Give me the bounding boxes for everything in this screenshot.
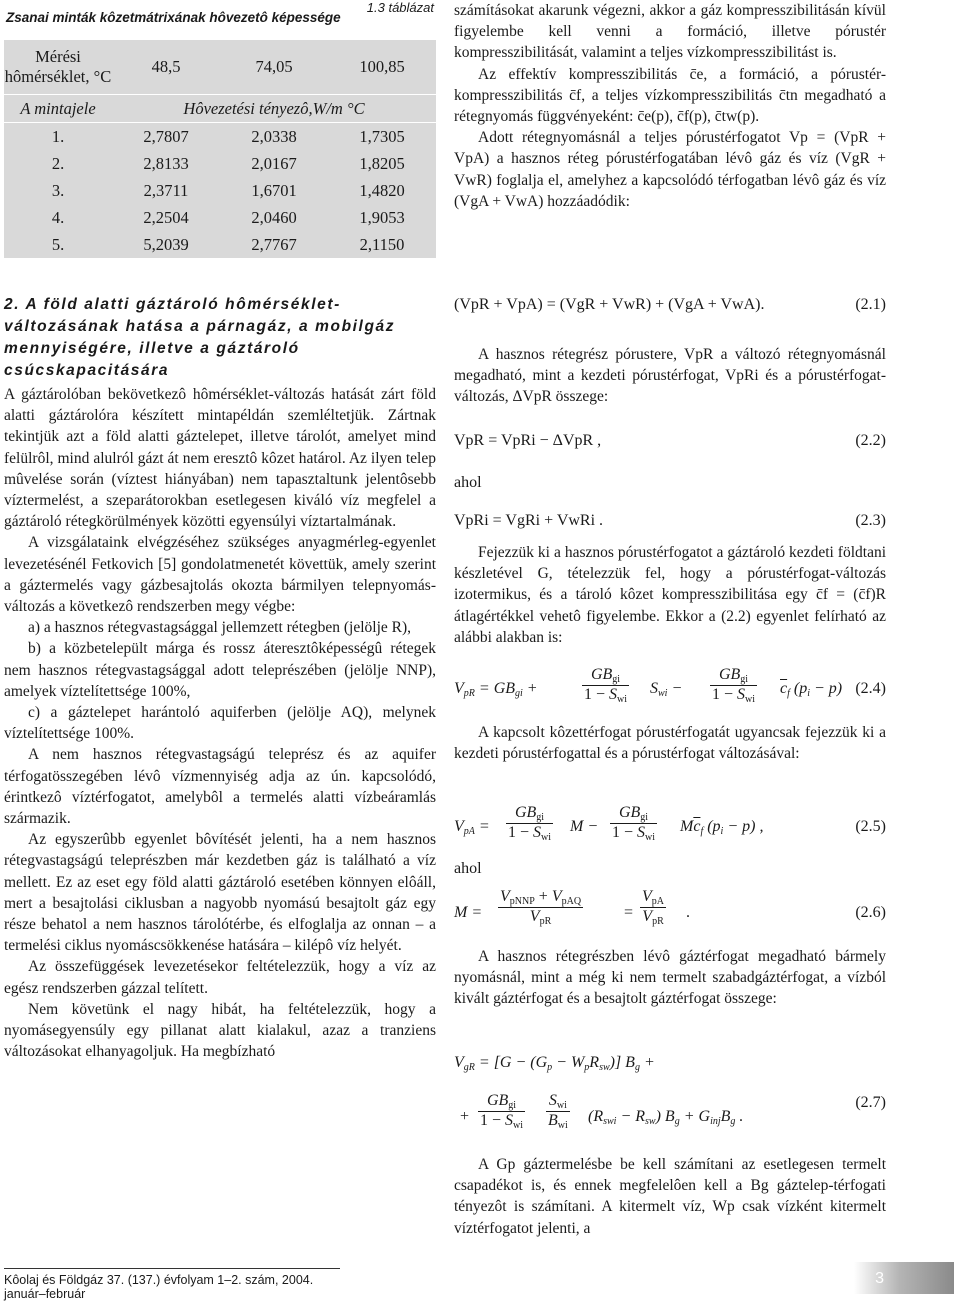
table-cell: 2,7767 [251,234,297,254]
data-table [4,40,436,258]
equation-number: (2.3) [855,512,886,529]
table-cell: 3. [51,180,65,200]
table-cell: 1,6701 [251,180,297,200]
table-cell: 1. [51,126,65,146]
table-row [4,231,436,258]
table-subheader-row [4,95,436,123]
equation-text: VpRi = VgRi + VwRi . [454,512,604,529]
left-body-text [4,384,436,1063]
table-cell: 2,1150 [359,234,405,254]
page-number-box [854,1262,954,1294]
equation-number: (2.5) [855,818,886,835]
equation-number: (2.6) [855,904,886,921]
paragraph: a) a hasznos rétegvastagsággal jellemzett rétegben (jelölje R), [28,619,412,637]
equation-2-7: $V_{gR} = [G - (G_p - W_pR_{sw})] B_g$ + + $GB_{gi}$ $1 - S_{wi}$ $S_{wi}$ $B_{wi}$ $(R_{swi} - R_{sw}) B_g + G_{inj}B_g$ . (2.7) [454,1054,886,1131]
section-heading: 2. A föld alatti gáztároló hômérséklet-változásának hatása a párnagáz, a mobilgáz mennyiségére, illetve a gáztároló csúcskapacitására [4,296,396,379]
table-row [4,123,436,151]
table-subheader-left: A mintajele [20,98,96,118]
equation-2-6: M = $V_{pNNP} + V_{pAQ}$ $V_{pR}$ = $V_{pA}$ $V_{pR}$ . (2.6) [454,888,886,927]
paragraph: A hasznos rétegrész pórustere, VpR a változó rétegnyomásnál megadható, mint a kezdeti pórustérfogat, VpRi és a pórustérfogat-változás, ΔVpR összege: [454,346,886,406]
paragraph: Adott rétegnyomásnál a teljes pórustérfogatot Vp = (VpR + VpA) a hasznos réteg pórustérfogatában lévô gáz és víz (VgR + VwR) foglalja el, amelyhez a kapcsolódó térfogatban lévô gáz és víz (VgA + VwA) hozzáadódik: [454,129,886,210]
table-cell: 2. [51,153,65,173]
equation-2-2 [454,432,886,450]
paragraph: A kapcsolt kôzettérfogat pórustérfogatát ugyancsak fejezzük ki a kezdeti pórustérfogattal és a pórustérfogat változásával: [454,724,886,763]
paragraph: A hasznos rétegrészben lévô gáztérfogat megadható bármely nyomásnál, mint a még ki nem termelt szabadgáztérfogat, a vízból kivált gáztérfogat és a besajtolt gáztérfogat összege: [454,948,886,1008]
paragraph: c) a gáztelepet harántoló aquiferben (jelölje AQ), melynek víztelítettsége 100%. [4,704,436,743]
paragraph: Az egyszerûbb egyenlet bôvítését jelenti, ha a nem hasznos rétegvastagságú teleprészben már kezdetben gáz is található a víz mellett. Ez az eset egy föld alatti gáztároló esetében könnyen elôáll, mert a besajtolási ciklusban a nagyobb nyomású besajtolt gáz egy része behatol a nem hasznos tárolótérbe, és elfoglalja az onnan – a termelési ciklus nyomáscsökkenése hatására – kilépô víz helyét. [4,831,436,955]
table-cell: 2,0338 [251,126,297,146]
table-cell: 2,7807 [143,126,189,146]
paragraph: A vizsgálataink elvégzéséhez szükséges anyagmérleg-egyenlet levezetésénél Fetkovich [5] gondolatmenetét követtük, amely szerint a gáztermelés vagy gázbesajtolás okozta bármilyen telepnyomás-változás a következô rendszerben megy végbe: [4,534,436,616]
ahol-label: ahol [454,860,482,877]
paragraph: számításokat akarunk végezni, akkor a gáz kompresszibilitásán kívül figyelembe kell venni a formáció, illetve pórustér kompresszibilitását, valamint a teljes vízkompresszibilitást is. [454,2,886,62]
equation-text: VpR = VpRi − ΔVpR , [454,432,602,449]
paragraph: A gáztárolóban bekövetkezô hômérséklet-változás hatását zárt föld alatti gáztárolóra készített mintapéldán szemléltetjük. Zártnak tekintjük azt a föld alatti gáztelepet, illetve tárolót, amelyet mind felülrôl, mind alulról gázt át nem eresztô kôzet határol. Az ilyen telep mûvelése során (víztest hiányában) nem tapasztaltunk jelentôsebb víztermelést, a szeparátorokban esetlegesen kiváló víz megfelel a gáztároló rétegkörülmények közötti egyensúlyi víztartalmának. [4,386,436,531]
table-cell: 2,3711 [143,180,189,200]
paragraph: Az összefüggések levezetésekor feltételezzük, hogy a víz az egész rendszerben gázzal telített. [4,958,436,997]
ahol-label: ahol [454,474,482,491]
table-cell: 5,2039 [143,234,189,254]
equation-2-3 [454,512,886,530]
paragraph: Nem követünk el nagy hibát, ha feltételezzük, hogy a nyomásegyensúly egy pillanat alatt kialakul, azaz a tranziens változásokat elhanyagoljuk. Ha megbízható [4,1000,436,1061]
footer: Kôolaj és Földgáz 37. (137.) évfolyam 1–2. szám, 2004. január–február [4,1268,340,1301]
table-caption [4,0,436,25]
equation-2-1 [454,296,886,314]
table-header-cell: 74,05 [255,57,293,76]
equation-number: (2.4) [855,680,886,697]
paragraph: b) a közbetelepült márga és rossz áteresztôképességû rétegek nem hasznos rétegvastagsággal adott teleprészében (jelölje NNP), amelyek víztelítettsége 100%, [4,640,436,700]
table-cell: 2,0167 [251,153,297,173]
table-header-temp-label: Mérési hômérséklet, °C [4,47,112,86]
table-cell: 1,8205 [359,153,405,173]
table-title: Zsanai minták kôzetmátrixának hôvezetô képessége [6,10,341,25]
table-cell: 5. [51,234,65,254]
table-cell: 2,2504 [143,207,189,227]
paragraph: Az effektív kompresszibilitás c̄e, a formáció, a pórustér-kompresszibilitás c̄f, a teljes vízkompresszibilitás c̄tn megadható a rétegnyomás függvényeként: c̄e(p), c̄f(p), c̄tw(p). [454,65,886,126]
table-cell: 4. [51,207,65,227]
table-row [4,204,436,231]
page-number: 3 [875,1270,884,1287]
table-header-cell: 48,5 [151,57,181,76]
table-cell: 2,8133 [143,153,189,173]
equation-2-4: $V_{pR} = GB_{gi}$ + $GB_{gi}$ $1 - S_{wi}$ $S_{wi}$ − $GB_{gi}$ $1 - S_{wi}$ $\overline{c}_f$ $(p_i - p)$ (2.4) [454,666,886,705]
equation-number: (2.2) [855,432,886,449]
right-column [454,0,886,1260]
equation-2-5: $V_{pA}$ = $GB_{gi}$ $1 - S_{wi}$ M − $GB_{gi}$ $1 - S_{wi}$ $M\overline{c}_f$ $(p_i - p)$ , (2.5) [454,804,886,843]
table-row [4,150,436,177]
table-cell: 1,9053 [359,207,405,227]
equation-number: (2.7) [855,1094,886,1111]
equation-text: (VpR + VpA) = (VgR + VwR) + (VgA + VwA). [454,296,765,313]
paragraph: Fejezzük ki a hasznos pórustérfogatot a gáztároló kezdeti földtani készletével G, tételezzük fel, hogy a pórustérfogat-változás izotermikus, és a tároló kôzet kompresszibilitása egy c̄f = (c̄f)R átlagértékkel vehetô figyelembe. Ekkor a (2.2) egyenlet felírható az alábbi alakban is: [454,544,886,646]
table-cell: 1,4820 [359,180,405,200]
table-header-row [4,40,436,95]
table-number: 1.3 táblázat [366,0,434,15]
paragraph: A nem hasznos rétegvastagságú teleprész és az aquifer térfogatösszegében lévô vízmennyiség adja az ún. kapcsolódó, érintkezô víztérfogatot, amelybôl a termelés alatti vízbeáramlás származik. [4,746,436,828]
table-subheader-right: Hôvezetési tényezô,W/m °C [183,98,365,118]
paragraph: A Gp gáztermelésbe be kell számítani az esetlegesen termelt csapadékot is, és ennek megfelelôen kell a Bg gáztelep-térfogati tényezôt is számítani. A kitermelt víz, Wp csak vízként kitermelt víztérfogatot jelenti, a [454,1156,886,1237]
right-body-top [454,0,886,212]
table-cell: 1,7305 [359,126,405,146]
table-header-cell: 100,85 [359,57,405,76]
table-row [4,177,436,204]
equation-number: (2.1) [855,296,886,313]
table-cell: 2,0460 [251,207,297,227]
